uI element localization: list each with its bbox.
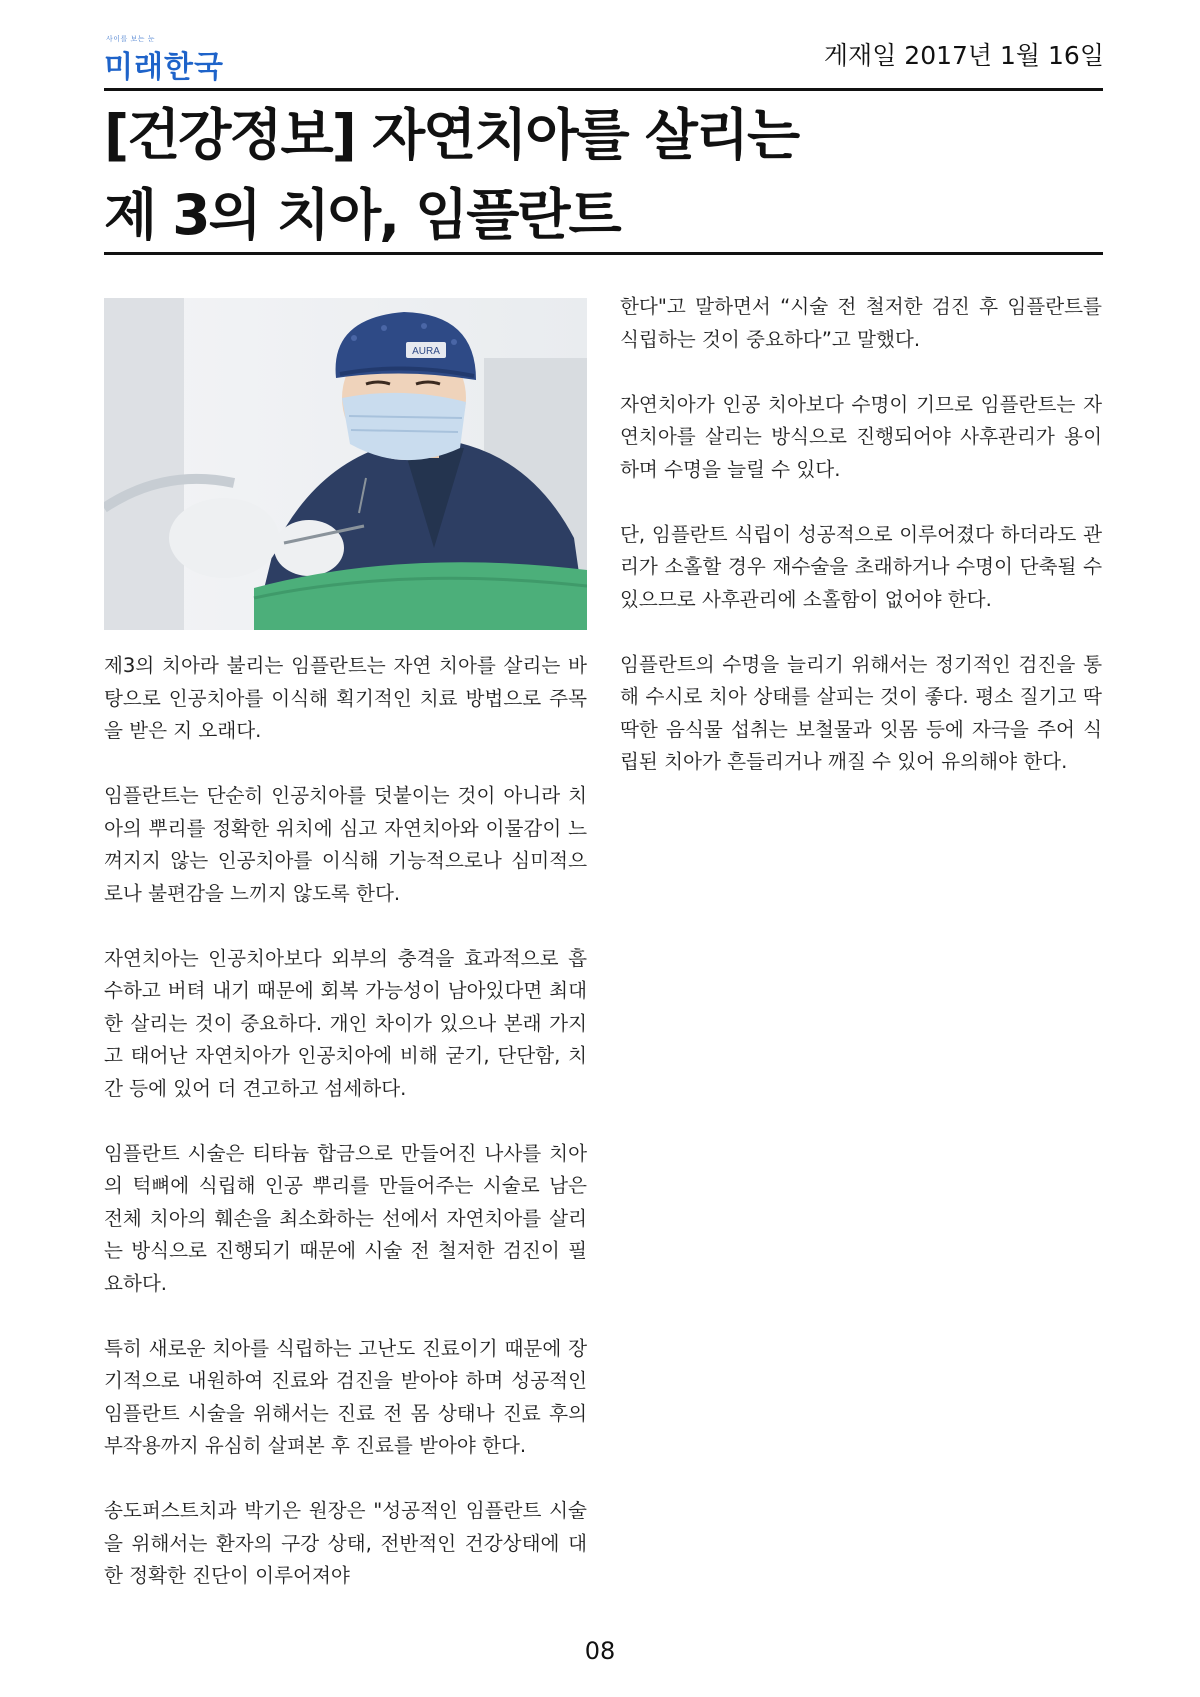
logo-tagline: 사이를 보는 눈 bbox=[106, 35, 156, 43]
title-rule-top bbox=[104, 88, 1103, 91]
title-line-1: [건강정보] 자연치아를 살리는 bbox=[104, 103, 799, 167]
cap-label: AURA bbox=[412, 346, 440, 357]
article-paragraph: 단, 임플란트 식립이 성공적으로 이루어졌다 하더라도 관리가 소홀할 경우 재수술을 초래하거나 수명이 단축될 수 있으므로 사후관리에 소홀함이 없어야 한다. bbox=[620, 522, 1102, 611]
dental-surgery-illustration bbox=[104, 298, 587, 630]
article-photo bbox=[104, 298, 587, 630]
article-column-right bbox=[620, 291, 1102, 811]
article-paragraph: 한다"고 말하면서 “시술 전 철저한 검진 후 임플란트를 식립하는 것이 중요하다”고 말했다. bbox=[620, 295, 1102, 351]
article-paragraph: 자연치아는 인공치아보다 외부의 충격을 효과적으로 흡수하고 버텨 내기 때문에 회복 가능성이 남아있다면 최대한 살리는 것이 중요하다. 개인 차이가 있으나 본래 가지고 태어난 자연치아가 인공치아에 비해 굳기, 단단함, 치 간 등에 있어 더 견고하고 섬세하다. bbox=[104, 946, 587, 1100]
publication-logo bbox=[104, 30, 254, 85]
article-paragraph: 임플란트 시술은 티타늄 합금으로 만들어진 나사를 치아의 턱뼈에 식립해 인공 뿌리를 만들어주는 시술로 남은 전체 치아의 훼손을 최소화하는 선에서 자연치아를 살리는 방식으로 진행되기 때문에 시술 전 철저한 검진이 필요하다. bbox=[104, 1141, 587, 1295]
publication-date: 게재일 2017년 1월 16일 bbox=[823, 41, 1104, 70]
article-paragraph: 송도퍼스트치과 박기은 원장은 "성공적인 임플란트 시술을 위해서는 환자의 구강 상태, 전반적인 건강상태에 대한 정확한 진단이 이루어져야 bbox=[104, 1499, 587, 1587]
article-paragraph: 임플란트는 단순히 인공치아를 덧붙이는 것이 아니라 치아의 뿌리를 정확한 위치에 심고 자연치아와 이물감이 느껴지지 않는 인공치아를 이식해 기능적으로나 심미적으로나 불편감을 느끼지 않도록 한다. bbox=[104, 784, 587, 905]
article-paragraph: 자연치아가 인공 치아보다 수명이 기므로 임플란트는 자연치아를 살리는 방식으로 진행되어야 사후관리가 용이하며 수명을 늘릴 수 있다. bbox=[620, 392, 1102, 481]
article-title bbox=[104, 95, 1103, 255]
title-rule-bottom bbox=[104, 252, 1103, 255]
logo-wordmark: 미래한국 bbox=[104, 50, 224, 85]
article-paragraph: 임플란트의 수명을 늘리기 위해서는 정기적인 검진을 통해 수시로 치아 상태를 살피는 것이 좋다. 평소 질기고 딱딱한 음식물 섭취는 보철물과 잇몸 등에 자극을 주어 식립된 치아가 흔들리거나 깨질 수 있어 유의해야 한다. bbox=[620, 652, 1102, 773]
article-paragraph: 특히 새로운 치아를 식립하는 고난도 진료이기 때문에 장기적으로 내원하여 진료와 검진을 받아야 하며 성공적인 임플란트 시술을 위해서는 진료 전 몸 상태나 진료 후의 부작용까지 유심히 살펴본 후 진료를 받아야 한다. bbox=[104, 1336, 587, 1457]
article-paragraph: 제3의 치아라 불리는 임플란트는 자연 치아를 살리는 바탕으로 인공치아를 이식해 획기적인 치료 방법으로 주목을 받은 지 오래다. bbox=[104, 654, 587, 742]
page-number: 08 bbox=[584, 1637, 616, 1665]
title-line-2: 제 3의 치아, 임플란트 bbox=[104, 183, 620, 247]
article-column-left bbox=[104, 650, 587, 1625]
